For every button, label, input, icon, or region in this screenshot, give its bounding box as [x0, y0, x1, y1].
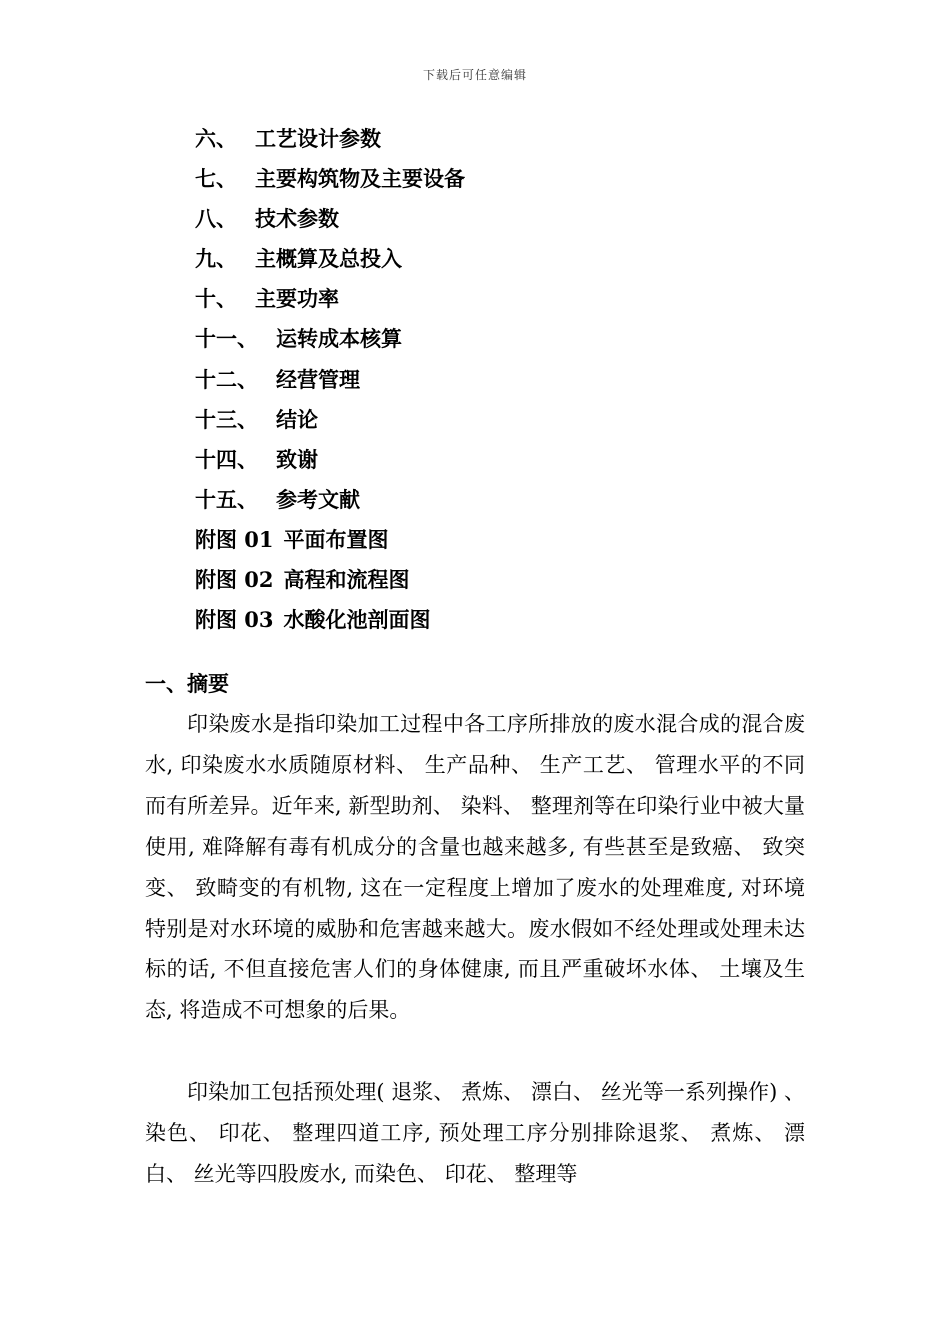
toc-number: 十二、 [195, 366, 258, 392]
toc-item [195, 279, 465, 319]
toc-item-figure [195, 560, 465, 600]
toc-label: 主要功率 [255, 286, 339, 312]
abstract-paragraph-2: 印染加工包括预处理( 退浆、 煮炼、 漂白、 丝光等一系列操作) 、 染色、 印花、 整理四道工序, 预处理工序分别排除退浆、 煮炼、 漂白、 丝光等四股废水, 而染色、 印花、 整理等 [145, 1080, 805, 1186]
toc-label: 主概算及总投入 [255, 246, 402, 272]
toc-item [195, 440, 465, 480]
toc-label: 平面布置图 [283, 526, 389, 552]
table-of-contents [195, 119, 465, 640]
toc-number: 十四、 [195, 446, 258, 472]
toc-label: 运转成本核算 [276, 326, 402, 352]
toc-item [195, 159, 465, 199]
toc-number: 十五、 [195, 486, 258, 512]
toc-label: 致谢 [276, 446, 318, 472]
toc-number: 六、 [195, 126, 237, 151]
toc-label: 高程和流程图 [283, 567, 410, 593]
toc-label: 经营管理 [276, 366, 360, 392]
toc-item [195, 199, 465, 239]
toc-item [195, 319, 465, 359]
toc-label: 技术参数 [255, 206, 339, 232]
toc-number: 九、 [195, 246, 237, 272]
header-note: 下载后可任意编辑 [422, 68, 527, 82]
toc-item [195, 239, 465, 279]
toc-label: 参考文献 [276, 486, 360, 512]
abstract-heading: 一、摘要 [145, 671, 229, 696]
toc-item [195, 119, 465, 159]
abstract-paragraph-1: 印染废水是指印染加工过程中各工序所排放的废水混合成的混合废水, 印染废水水质随原材料、 生产品种、 生产工艺、 管理水平的不同而有所差异。近年来, 新型助剂、 染料、 整理剂等在印染行业中被大量使用, 难降解有毒有机成分的含量也越来越多, 有些甚至是致癌、 致突变、 致畸变的有机物, 这在一定程度上增加了废水的处理难度, 对环境特别是对水环境的威胁和危害越来越大。废水假如不经处理或处理未达标的话, 不但直接危害人们的身体健康, 而且严重破坏水体、 土壤及生态, 将造成不可想象的后果。 [145, 712, 805, 1023]
toc-number: 十三、 [195, 406, 258, 432]
toc-number: 附图 02 [195, 567, 274, 593]
toc-item [195, 360, 465, 400]
toc-number: 七、 [195, 166, 237, 192]
toc-label: 水酸化池剖面图 [283, 607, 431, 633]
toc-item-figure [195, 600, 465, 640]
toc-number: 附图 01 [195, 526, 274, 552]
toc-item [195, 480, 465, 520]
toc-number: 十一、 [195, 326, 258, 352]
toc-item [195, 400, 465, 440]
toc-label: 工艺设计参数 [255, 126, 381, 151]
toc-number: 十、 [195, 286, 237, 312]
toc-number: 附图 03 [195, 607, 274, 633]
toc-label: 主要构筑物及主要设备 [255, 166, 465, 192]
toc-number: 八、 [195, 206, 237, 232]
toc-item-figure [195, 520, 465, 560]
toc-label: 结论 [276, 406, 318, 432]
